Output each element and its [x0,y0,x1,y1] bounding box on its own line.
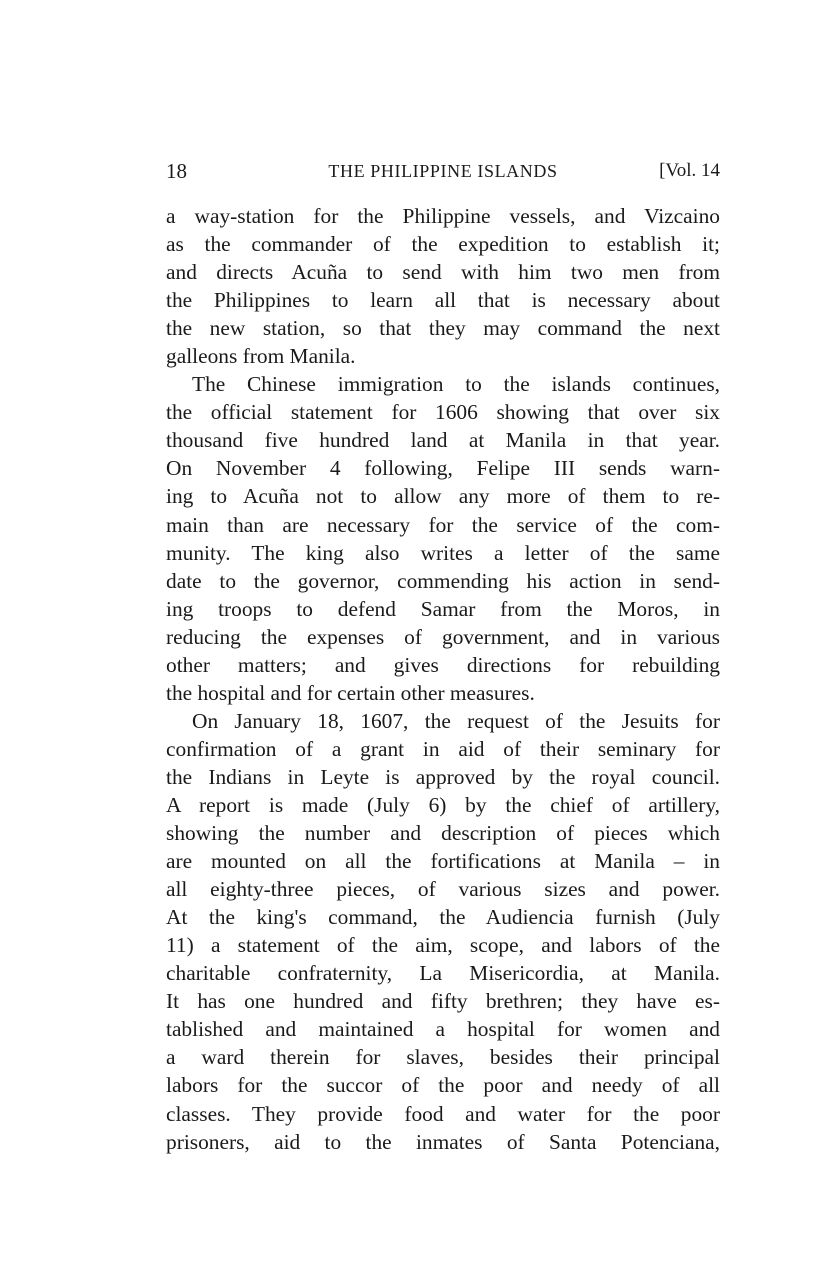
text-line: ing troops to defend Samar from the Moros, in [166,596,720,621]
text-line: as the commander of the expedition to establish it; [166,232,720,257]
text-line: thousand five hundred land at Manila in that year. [166,428,720,453]
text-line: reducing the expenses of government, and in various [166,624,720,649]
text-line: confirmation of a grant in aid of their seminary for [166,736,720,761]
body-text [166,202,720,1156]
paragraph-start-line: The Chinese immigration to the islands continues, [192,372,720,397]
text-line: It has one hundred and fifty brethren; they have es- [166,989,720,1014]
text-line: tablished and maintained a hospital for women and [166,1017,720,1042]
text-line: classes. They provide food and water for the poor [166,1101,720,1126]
text-line: munity. The king also writes a letter of the same [166,540,720,565]
page-number: 18 [166,159,187,183]
text-line: all eighty-three pieces, of various sizes and power. [166,877,720,902]
text-line: the hospital and for certain other measures. [166,680,535,705]
text-line: date to the governor, commending his action in send- [166,568,720,593]
text-line: other matters; and gives directions for rebuilding [166,652,720,677]
text-line: showing the number and description of pieces which [166,821,720,846]
text-line: labors for the succor of the poor and needy of all [166,1073,720,1098]
text-line: On November 4 following, Felipe III sends warn- [166,456,720,481]
text-line: are mounted on all the fortifications at Manila – in [166,849,720,874]
text-line: 11) a statement of the aim, scope, and labors of the [166,933,720,958]
text-line: a ward therein for slaves, besides their principal [166,1045,720,1070]
running-head [166,156,720,186]
running-title: THE PHILIPPINE ISLANDS [328,161,558,181]
text-line: prisoners, aid to the inmates of Santa Potenciana, [166,1129,720,1154]
text-line: galleons from Manila. [166,344,356,369]
text-line: the new station, so that they may command the next [166,316,720,341]
text-line: charitable confraternity, La Misericordia, at Manila. [166,961,720,986]
paragraph-start-line: On January 18, 1607, the request of the Jesuits for [192,708,720,733]
text-line: the Philippines to learn all that is necessary about [166,288,720,313]
text-line: a way-station for the Philippine vessels, and Vizcaino [166,204,720,228]
text-line: At the king's command, the Audiencia furnish (July [166,905,720,930]
text-line: the Indians in Leyte is approved by the royal council. [166,764,720,789]
volume-label: [Vol. 14 [659,160,720,181]
text-line: A report is made (July 6) by the chief of artillery, [166,792,720,817]
text-line: the official statement for 1606 showing that over six [166,400,720,425]
text-line: main than are necessary for the service of the com- [166,512,720,537]
text-line: and directs Acuña to send with him two men from [166,260,720,285]
text-line: ing to Acuña not to allow any more of them to re- [166,484,720,509]
